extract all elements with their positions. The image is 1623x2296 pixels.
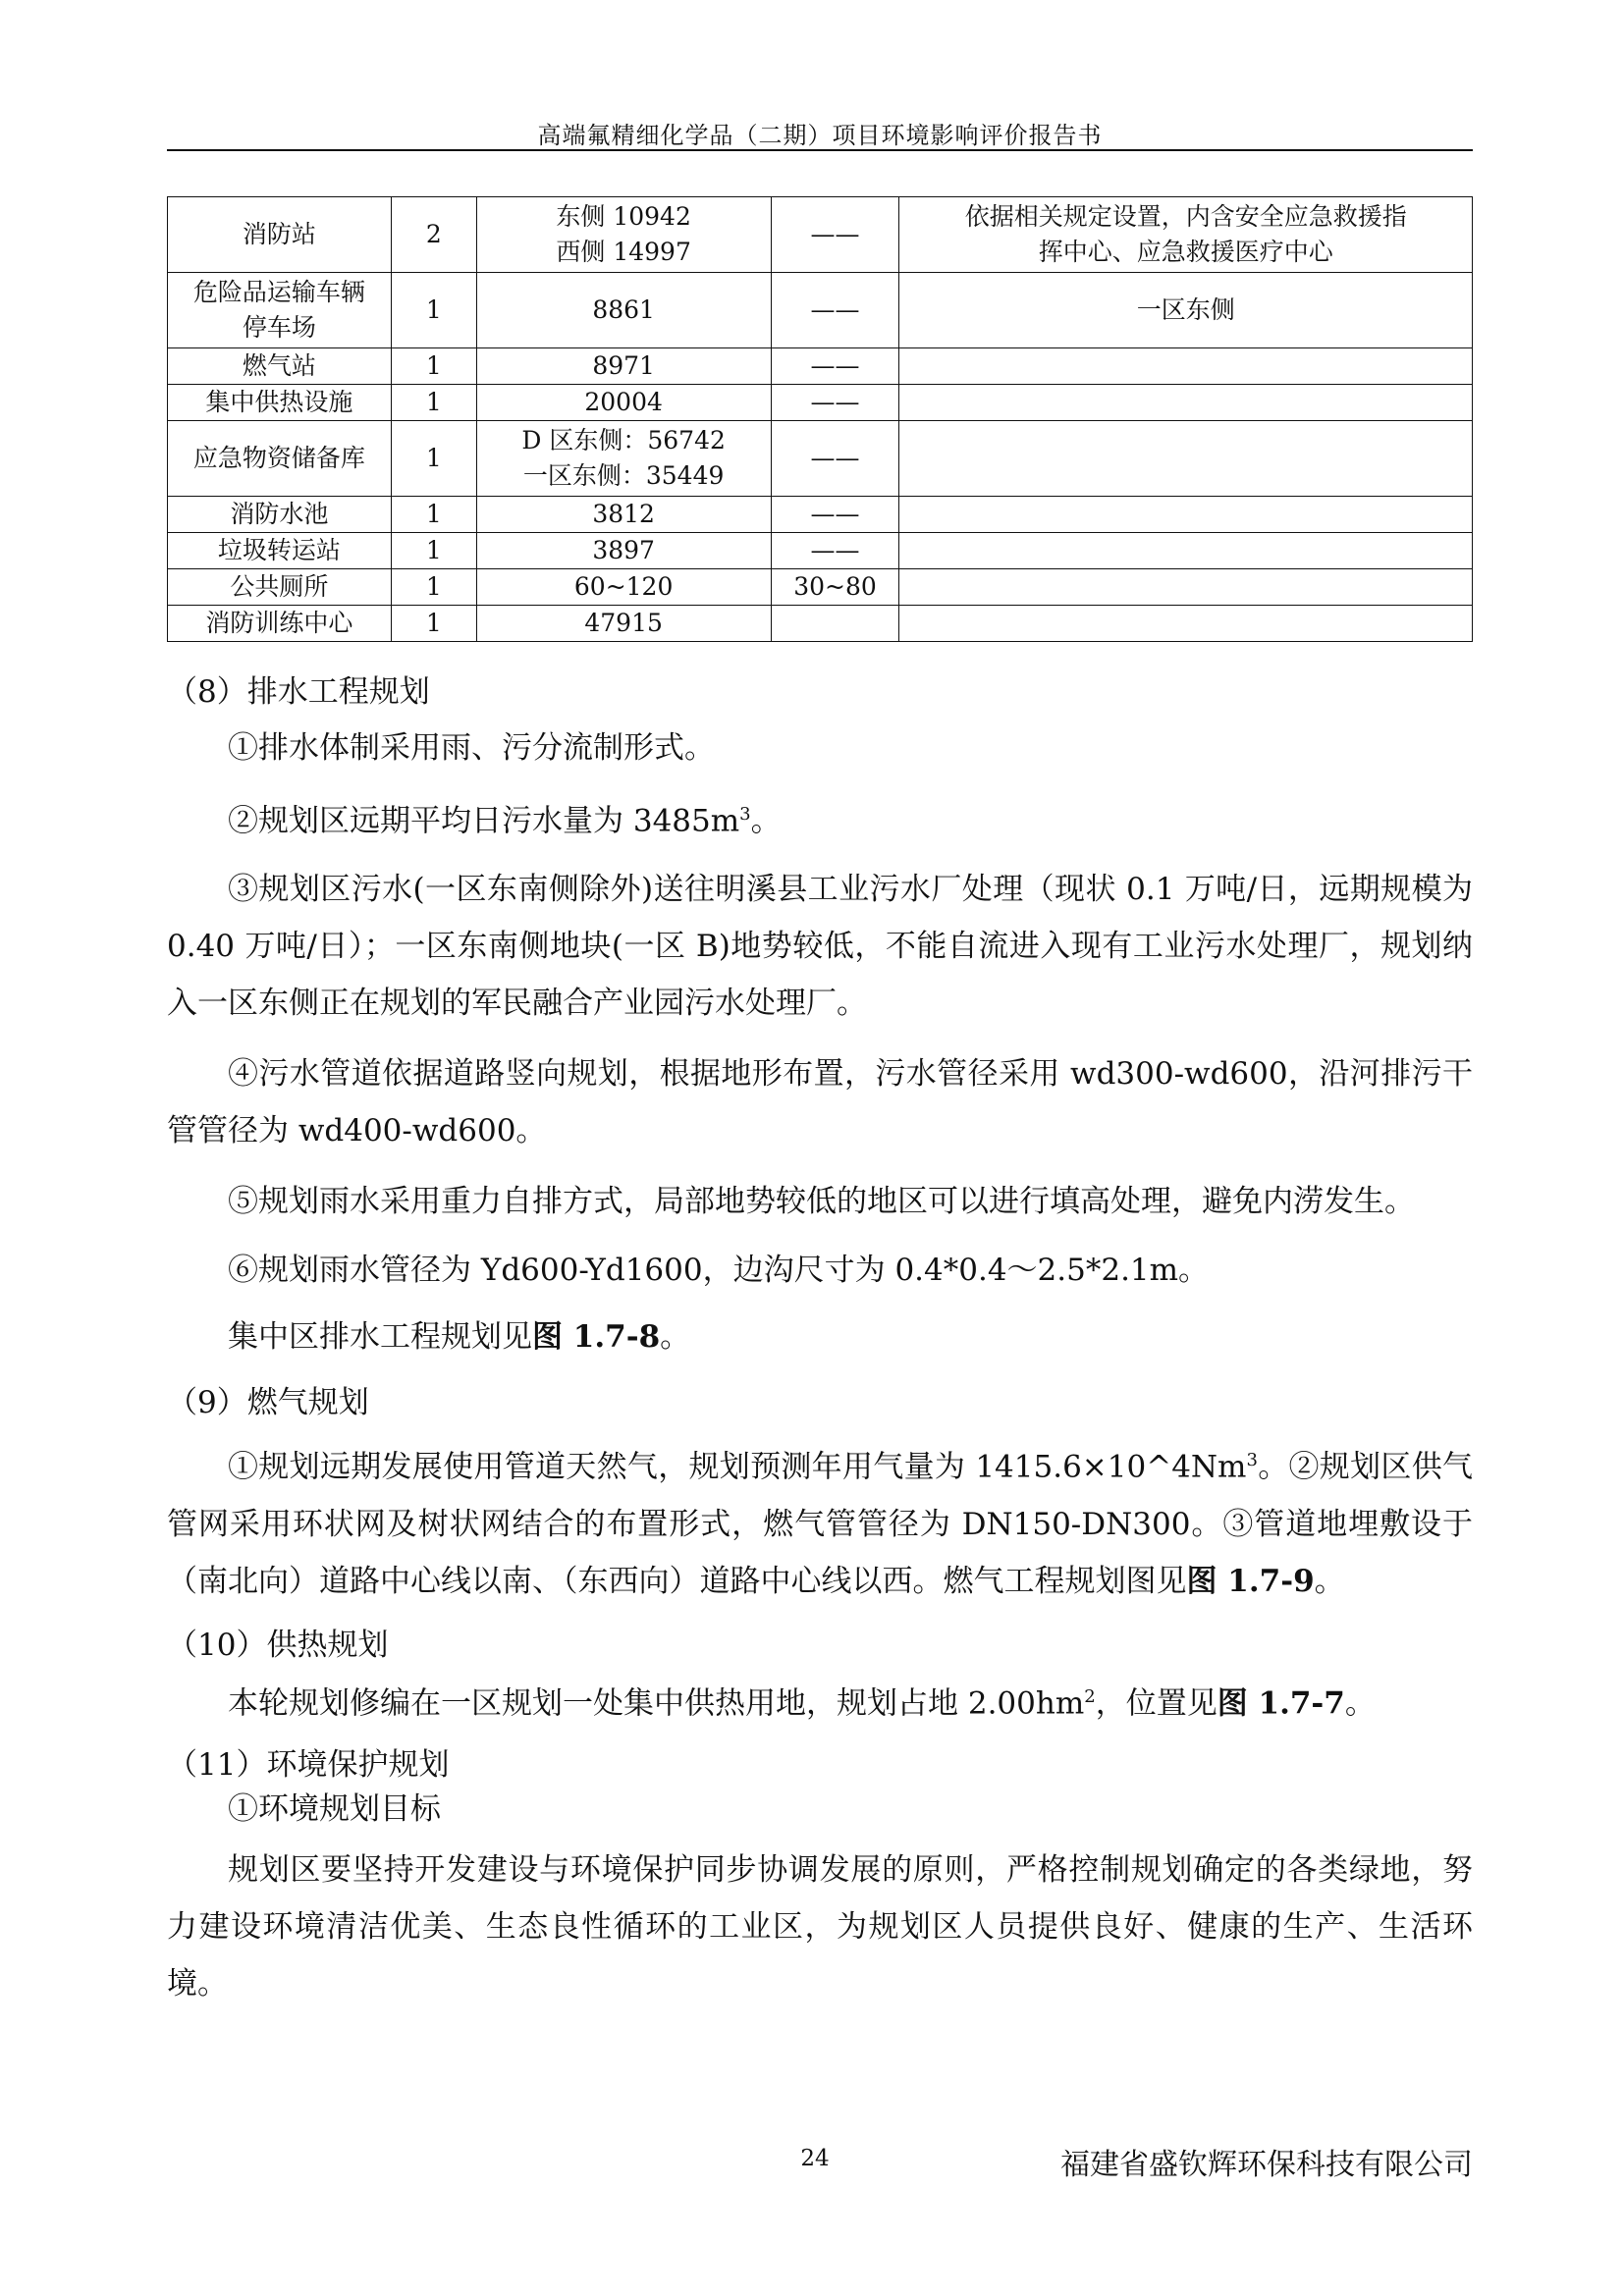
facility-count: 1 bbox=[391, 533, 476, 569]
facility-area: 47915 bbox=[476, 606, 771, 642]
facility-count: 1 bbox=[391, 569, 476, 606]
facility-scale: —— bbox=[771, 348, 899, 385]
facility-name: 应急物资储备库 bbox=[168, 421, 392, 497]
facility-area: 8861 bbox=[476, 273, 771, 348]
area-line: D 区东侧：56742 bbox=[521, 426, 726, 454]
facility-count: 1 bbox=[391, 421, 476, 497]
facility-note bbox=[899, 606, 1473, 642]
paragraph: ⑤规划雨水采用重力自排方式，局部地势较低的地区可以进行填高处理，避免内涝发生。 bbox=[228, 1184, 1415, 1220]
page-number: 24 bbox=[800, 2146, 830, 2171]
paragraph: ④污水管道依据道路竖向规划，根据地形布置，污水管径采用 wd300-wd600，沿河排污干管管径为 wd400-wd600。 bbox=[167, 1056, 1473, 1149]
area-line: 一区东侧：35449 bbox=[522, 461, 725, 490]
facility-name: 公共厕所 bbox=[168, 569, 392, 606]
paragraph: ③规划区污水(一区东南侧除外)送往明溪县工业污水厂处理（现状 0.1 万吨/日，远期规模为 0.40 万吨/日）；一区东南侧地块(一区 B)地势较低，不能自流进入现有工业污水处理厂，规划纳入一区东侧正在规划的军民融合产业园污水处理厂。 bbox=[167, 872, 1473, 1022]
figure-reference: 图 1.7-8 bbox=[532, 1319, 661, 1356]
facility-name bbox=[168, 273, 392, 348]
name-line: 危险品运输车辆 bbox=[192, 278, 365, 306]
facility-area: 8971 bbox=[476, 348, 771, 385]
facility-count: 2 bbox=[391, 197, 476, 273]
facility-name: 燃气站 bbox=[168, 348, 392, 385]
facility-name: 消防站 bbox=[168, 197, 392, 273]
facility-note bbox=[899, 569, 1473, 606]
figure-reference: 图 1.7-9 bbox=[1186, 1563, 1315, 1599]
paragraph bbox=[167, 1310, 1473, 1363]
paragraph: ⑥规划雨水管径为 Yd600-Yd1600，边沟尺寸为 0.4*0.4～2.5*2.1m。 bbox=[228, 1253, 1210, 1289]
facility-scale: 30~80 bbox=[771, 569, 899, 606]
facility-area: 3812 bbox=[476, 497, 771, 533]
section-heading-drainage: （8）排水工程规划 bbox=[167, 674, 430, 710]
facility-scale: —— bbox=[771, 273, 899, 348]
header-rule bbox=[167, 149, 1473, 151]
subheading: ①环境规划目标 bbox=[228, 1790, 441, 1827]
text-run: 。②规划区供气管网采用环状网及树状网结合的布置形式，燃气管管径为 DN150-DN300。③管道地埋敷设于（南北向）道路中心线以南、（东西向）道路中心线以西。燃气工程规划图见 bbox=[167, 1449, 1474, 1599]
facility-note bbox=[899, 421, 1473, 497]
facility-name: 集中供热设施 bbox=[168, 385, 392, 421]
facility-name: 消防训练中心 bbox=[168, 606, 392, 642]
paragraph bbox=[167, 1671, 1473, 1730]
table-row bbox=[168, 273, 1473, 348]
document-header-title: 高端氟精细化学品（二期）项目环境影响评价报告书 bbox=[537, 122, 1103, 149]
facility-area: 20004 bbox=[476, 385, 771, 421]
facility-count: 1 bbox=[391, 606, 476, 642]
section-heading-gas: （9）燃气规划 bbox=[167, 1385, 369, 1421]
text-run: ，位置见 bbox=[1095, 1684, 1217, 1721]
facility-count: 1 bbox=[391, 385, 476, 421]
facility-note bbox=[899, 385, 1473, 421]
section-heading-env: （11）环境保护规划 bbox=[167, 1746, 450, 1783]
facility-scale: —— bbox=[771, 421, 899, 497]
table-row bbox=[168, 569, 1473, 606]
table-row bbox=[168, 606, 1473, 642]
facility-name: 消防水池 bbox=[168, 497, 392, 533]
facility-count: 1 bbox=[391, 273, 476, 348]
facility-area bbox=[476, 421, 771, 497]
body-text bbox=[167, 670, 1473, 2012]
facility-scale bbox=[771, 606, 899, 642]
text-run: 。 bbox=[660, 1319, 691, 1356]
paragraph: ①排水体制采用雨、污分流制形式。 bbox=[228, 730, 715, 766]
paragraph bbox=[167, 1432, 1473, 1609]
facility-note bbox=[899, 197, 1473, 273]
facility-scale: —— bbox=[771, 385, 899, 421]
facility-note: 一区东侧 bbox=[899, 273, 1473, 348]
footer-organization: 福建省盛钦辉环保科技有限公司 bbox=[1060, 2148, 1473, 2182]
facility-note bbox=[899, 497, 1473, 533]
facilities-table bbox=[167, 196, 1473, 642]
facility-area: 3897 bbox=[476, 533, 771, 569]
table-row bbox=[168, 348, 1473, 385]
superscript: 3 bbox=[1246, 1450, 1258, 1471]
facility-note bbox=[899, 533, 1473, 569]
facility-count: 1 bbox=[391, 348, 476, 385]
table-row bbox=[168, 197, 1473, 273]
text-run: 集中区排水工程规划见 bbox=[228, 1319, 532, 1356]
text-run: ①规划远期发展使用管道天然气，规划预测年用气量为 1415.6×10^4Nm bbox=[228, 1449, 1247, 1485]
superscript: 2 bbox=[1084, 1685, 1096, 1707]
table-row bbox=[168, 421, 1473, 497]
paragraph bbox=[167, 788, 1473, 847]
facility-count: 1 bbox=[391, 497, 476, 533]
text-run: 。 bbox=[750, 803, 782, 839]
text-run: ②规划区远期平均日污水量为 3485m bbox=[228, 803, 740, 839]
facility-name: 垃圾转运站 bbox=[168, 533, 392, 569]
facility-scale: —— bbox=[771, 197, 899, 273]
area-line: 西侧 14997 bbox=[556, 238, 691, 266]
superscript: 3 bbox=[739, 804, 751, 825]
facility-area bbox=[476, 197, 771, 273]
text-run: 。 bbox=[1314, 1563, 1345, 1599]
facility-scale: —— bbox=[771, 497, 899, 533]
name-line: 停车场 bbox=[242, 313, 316, 342]
area-line: 东侧 10942 bbox=[556, 202, 691, 231]
facility-scale: —— bbox=[771, 533, 899, 569]
table-row bbox=[168, 497, 1473, 533]
figure-reference: 图 1.7-7 bbox=[1217, 1684, 1345, 1721]
note-line: 挥中心、应急救援医疗中心 bbox=[1038, 238, 1333, 266]
section-heading-heat: （10）供热规划 bbox=[167, 1627, 389, 1663]
note-line: 依据相关规定设置，内含安全应急救援指 bbox=[964, 202, 1407, 231]
table-row bbox=[168, 385, 1473, 421]
table-row bbox=[168, 533, 1473, 569]
paragraph: 规划区要坚持开发建设与环境保护同步协调发展的原则，严格控制规划确定的各类绿地，努力建设环境清洁优美、生态良性循环的工业区，为规划区人员提供良好、健康的生产、生活环境。 bbox=[167, 1851, 1473, 2002]
text-run: 。 bbox=[1344, 1684, 1376, 1721]
facility-note bbox=[899, 348, 1473, 385]
facility-area: 60~120 bbox=[476, 569, 771, 606]
text-run: 本轮规划修编在一区规划一处集中供热用地，规划占地 2.00hm bbox=[228, 1684, 1085, 1721]
